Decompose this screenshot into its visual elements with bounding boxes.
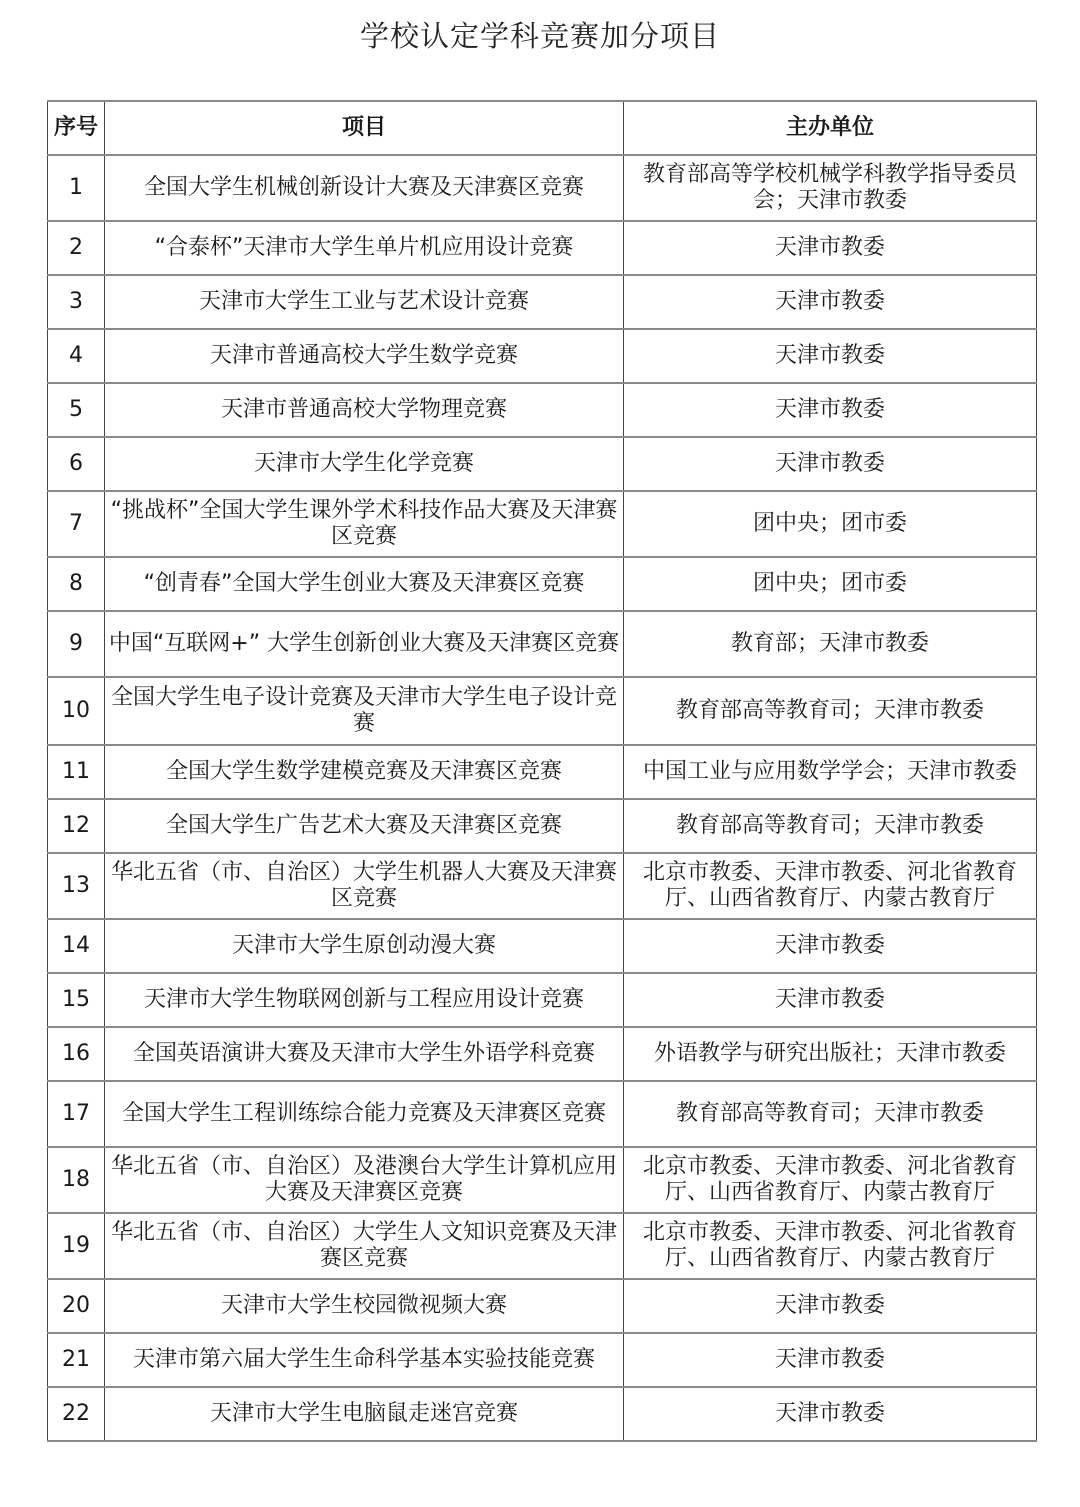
row-organizer: 天津市教委 xyxy=(624,973,1037,1027)
row-number: 7 xyxy=(48,491,105,557)
row-item: 天津市大学生校园微视频大赛 xyxy=(105,1279,624,1333)
table-row xyxy=(48,919,1037,973)
row-number: 3 xyxy=(48,275,105,329)
row-item: 全国大学生数学建模竞赛及天津赛区竞赛 xyxy=(105,745,624,799)
row-item: “挑战杯”全国大学生课外学术科技作品大赛及天津赛区竞赛 xyxy=(105,491,624,557)
row-item: 中国“互联网+” 大学生创新创业大赛及天津赛区竞赛 xyxy=(105,611,624,677)
row-organizer: 教育部高等教育司；天津市教委 xyxy=(624,677,1037,745)
row-item: 全国大学生机械创新设计大赛及天津赛区竞赛 xyxy=(105,155,624,221)
row-item: 天津市大学生物联网创新与工程应用设计竞赛 xyxy=(105,973,624,1027)
competition-table xyxy=(47,100,1037,1442)
row-organizer: 教育部高等学校机械学科教学指导委员会；天津市教委 xyxy=(624,155,1037,221)
row-item: 全国大学生工程训练综合能力竞赛及天津赛区竞赛 xyxy=(105,1081,624,1147)
table-header-row xyxy=(48,101,1037,155)
row-number: 18 xyxy=(48,1147,105,1213)
row-number: 12 xyxy=(48,799,105,853)
page-title: 学校认定学科竞赛加分项目 xyxy=(359,19,720,53)
row-number: 22 xyxy=(48,1387,105,1441)
table-row xyxy=(48,677,1037,745)
row-item: 全国大学生广告艺术大赛及天津赛区竞赛 xyxy=(105,799,624,853)
table-row xyxy=(48,557,1037,611)
table-row xyxy=(48,1387,1037,1441)
row-organizer: 中国工业与应用数学学会；天津市教委 xyxy=(624,745,1037,799)
row-organizer: 教育部；天津市教委 xyxy=(624,611,1037,677)
table-row xyxy=(48,1333,1037,1387)
row-organizer: 天津市教委 xyxy=(624,329,1037,383)
row-number: 8 xyxy=(48,557,105,611)
row-number: 11 xyxy=(48,745,105,799)
row-number: 20 xyxy=(48,1279,105,1333)
row-item: “创青春”全国大学生创业大赛及天津赛区竞赛 xyxy=(105,557,624,611)
row-organizer: 天津市教委 xyxy=(624,1333,1037,1387)
header-number: 序号 xyxy=(48,101,105,155)
row-number: 5 xyxy=(48,383,105,437)
row-organizer: 北京市教委、天津市教委、河北省教育厅、山西省教育厅、内蒙古教育厅 xyxy=(624,1213,1037,1279)
row-item: 全国英语演讲大赛及天津市大学生外语学科竞赛 xyxy=(105,1027,624,1081)
row-item: 天津市第六届大学生生命科学基本实验技能竞赛 xyxy=(105,1333,624,1387)
row-organizer: 北京市教委、天津市教委、河北省教育厅、山西省教育厅、内蒙古教育厅 xyxy=(624,1147,1037,1213)
row-item: 天津市大学生化学竞赛 xyxy=(105,437,624,491)
row-number: 14 xyxy=(48,919,105,973)
row-item: 华北五省（市、自治区）大学生人文知识竞赛及天津赛区竞赛 xyxy=(105,1213,624,1279)
row-number: 21 xyxy=(48,1333,105,1387)
row-item: 天津市大学生工业与艺术设计竞赛 xyxy=(105,275,624,329)
row-item: 华北五省（市、自治区）大学生机器人大赛及天津赛区竞赛 xyxy=(105,853,624,919)
row-organizer: 外语教学与研究出版社；天津市教委 xyxy=(624,1027,1037,1081)
row-organizer: 天津市教委 xyxy=(624,275,1037,329)
row-number: 6 xyxy=(48,437,105,491)
row-organizer: 团中央；团市委 xyxy=(624,557,1037,611)
row-organizer: 天津市教委 xyxy=(624,919,1037,973)
table-row xyxy=(48,745,1037,799)
row-number: 9 xyxy=(48,611,105,677)
row-organizer: 北京市教委、天津市教委、河北省教育厅、山西省教育厅、内蒙古教育厅 xyxy=(624,853,1037,919)
row-organizer: 天津市教委 xyxy=(624,1387,1037,1441)
table-row xyxy=(48,491,1037,557)
row-item: “合泰杯”天津市大学生单片机应用设计竞赛 xyxy=(105,221,624,275)
row-organizer: 教育部高等教育司；天津市教委 xyxy=(624,799,1037,853)
row-number: 17 xyxy=(48,1081,105,1147)
row-number: 1 xyxy=(48,155,105,221)
header-item: 项目 xyxy=(105,101,624,155)
table-row xyxy=(48,221,1037,275)
row-item: 天津市普通高校大学生数学竞赛 xyxy=(105,329,624,383)
row-organizer: 天津市教委 xyxy=(624,221,1037,275)
row-organizer: 团中央；团市委 xyxy=(624,491,1037,557)
row-number: 13 xyxy=(48,853,105,919)
table-row xyxy=(48,155,1037,221)
row-organizer: 天津市教委 xyxy=(624,1279,1037,1333)
table-row xyxy=(48,1279,1037,1333)
table-row xyxy=(48,1213,1037,1279)
row-item: 天津市大学生电脑鼠走迷宫竞赛 xyxy=(105,1387,624,1441)
row-item: 全国大学生电子设计竞赛及天津市大学生电子设计竞赛 xyxy=(105,677,624,745)
table-row xyxy=(48,383,1037,437)
table-row xyxy=(48,799,1037,853)
row-number: 4 xyxy=(48,329,105,383)
row-number: 10 xyxy=(48,677,105,745)
row-item: 天津市普通高校大学物理竞赛 xyxy=(105,383,624,437)
table-row xyxy=(48,973,1037,1027)
row-item: 华北五省（市、自治区）及港澳台大学生计算机应用大赛及天津赛区竞赛 xyxy=(105,1147,624,1213)
row-number: 15 xyxy=(48,973,105,1027)
table-row xyxy=(48,329,1037,383)
table-row xyxy=(48,611,1037,677)
row-number: 16 xyxy=(48,1027,105,1081)
row-organizer: 教育部高等教育司；天津市教委 xyxy=(624,1081,1037,1147)
row-number: 2 xyxy=(48,221,105,275)
row-item: 天津市大学生原创动漫大赛 xyxy=(105,919,624,973)
row-organizer: 天津市教委 xyxy=(624,437,1037,491)
table-row xyxy=(48,437,1037,491)
row-organizer: 天津市教委 xyxy=(624,383,1037,437)
header-organizer: 主办单位 xyxy=(624,101,1037,155)
table-row xyxy=(48,853,1037,919)
table-row xyxy=(48,1147,1037,1213)
table-row xyxy=(48,275,1037,329)
table-row xyxy=(48,1027,1037,1081)
row-number: 19 xyxy=(48,1213,105,1279)
table-row xyxy=(48,1081,1037,1147)
